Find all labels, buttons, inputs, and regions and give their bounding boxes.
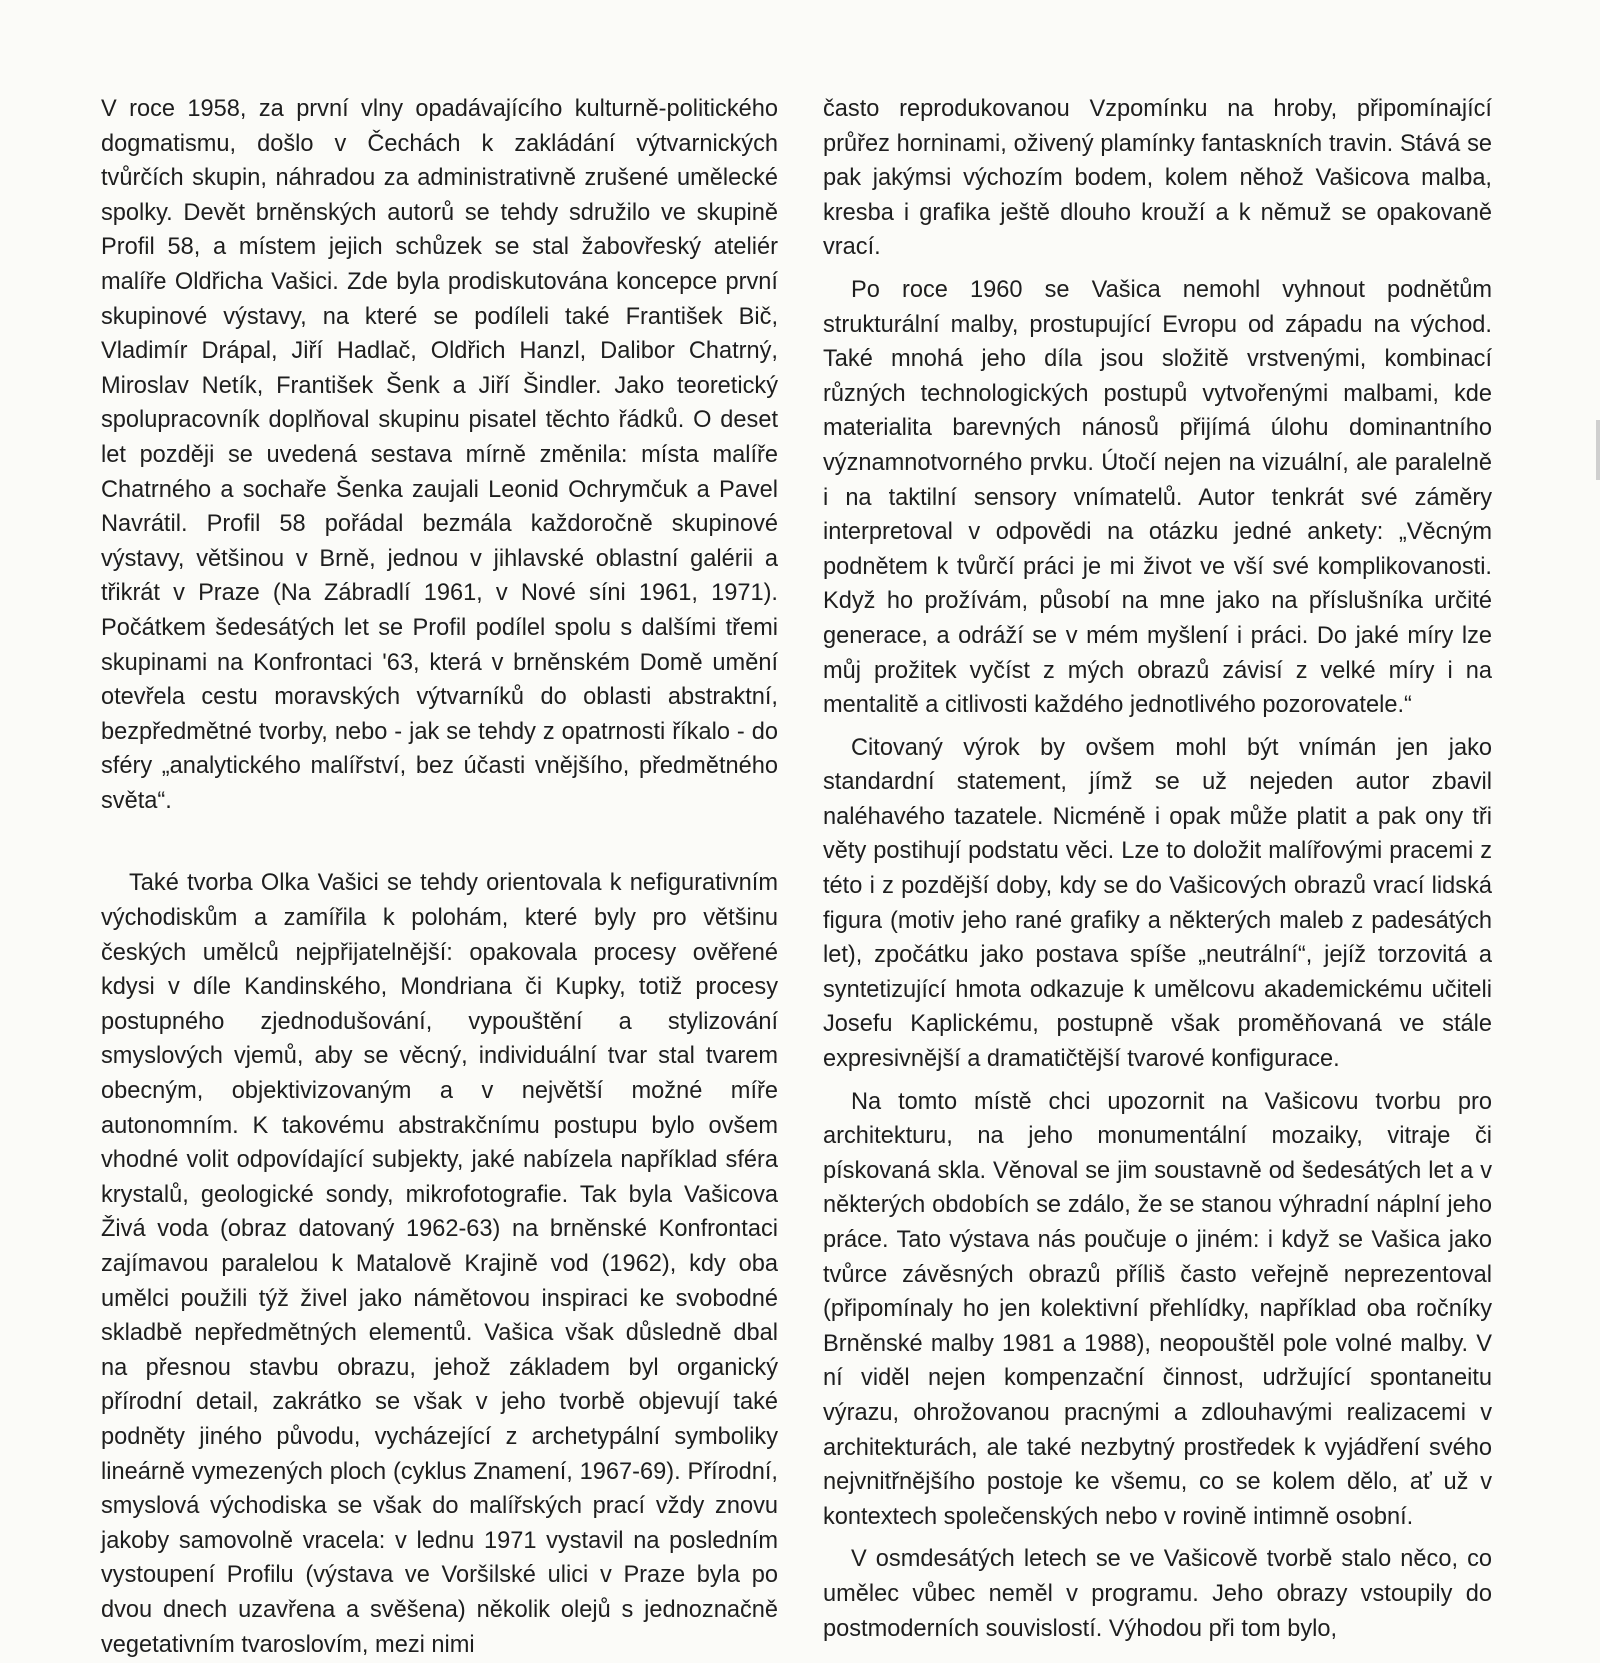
- paragraph-vasica-nonfigurative: Také tvorba Olka Vašici se tehdy orientovala k nefigurativním východiskům a zamířila k polohám, které byly pro většinu českých umělců nejpřijatelnější: opakovala procesy ověřené kdysi v díle Kandinského, Mondriana či Kupky, totiž procesy postupného zjednodušování, vypouštění a stylizování smyslových vjemů, aby se věcný, individuální tvar stal tvarem obecným, objektivizovaným a v největší možné míře autonomním. K takovému abstrakčnímu postupu bylo ovšem vhodné volit odpovídající subjekty, jaké nabízela například sféra krystalů, geologické sondy, mikrofotografie. Tak byla Vašicova Živá voda (obraz datovaný 1962-63) na brněnské Konfrontaci zajímavou paralelou k Matalově Krajině vod (1962), kdy oba umělci použili týž živel jako námětovou inspiraci ke svobodné skladbě nepředmětných elementů. Vašica však důsledně dbal na přesnou stavbu obrazu, jehož základem byl organický přírodní detail, zakrátko se však v jeho tvorbě objevují také podněty jiného původu, vycházející z archetypální symboliky lineárně vymezených ploch (cyklus Znamení, 1967-69). Přírodní, smyslová východiska se však do malířských prací vždy znovu jakoby samovolně vracela: v lednu 1971 vystavil na posledním vystoupení Profilu (výstava ve Voršilské ulici v Praze byla po dvou dnech uzavřena a svěšena) několik olejů s jednoznačně vegetativním tvaroslovím, mezi nimi: [101, 870, 778, 1658]
- paragraph-profil-58: V roce 1958, za první vlny opadávajícího kulturně-politického dogmatismu, došlo v Čechách k zakládání výtvarnických tvůrčích skupin, náhradou za administrativně zrušené umělecké spolky. Devět brněnských autorů se tehdy sdružilo ve skupině Profil 58, a místem jejich schůzek se stal žabovřeský ateliér malíře Oldřicha Vašici. Zde byla prodiskutována koncepce první skupinové výstavy, na které se podíleli také František Bič, Vladimír Drápal, Jiří Hadlač, Oldřich Hanzl, Dalibor Chatrný, Miroslav Netík, František Šenk a Jiří Šindler. Jako teoretický spolupracovník doplňoval skupinu pisatel těchto řádků. O deset let později se uvedená sestava mírně změnila: místa malíře Chatrného a sochaře Šenka zaujali Leonid Ochrymčuk a Pavel Navrátil. Profil 58 pořádal bezmála každoročně skupinové výstavy, většinou v Brně, jednou v jihlavské oblastní galérii a třikrát v Praze (Na Zábradlí 1961, v Nové síni 1961, 1971). Počátkem šedesátých let se Profil podílel spolu s dalšími třemi skupinami na Konfrontaci '63, která v brněnském Domě umění otevřela cestu moravských výtvarníků do oblasti abstraktní, bezpředmětné tvorby, nebo - jak se tehdy z opatrnosti říkalo - do sféry „analytického malířství, bez účasti vnějšího, předmětného světa“.: [101, 96, 778, 814]
- paragraph-structural-painting: Po roce 1960 se Vašica nemohl vyhnout podnětům strukturální malby, prostupující Evropu od západu na východ. Také mnohá jeho díla jsou složitě vrstvenými, kombinací různých technologických postupů vytvořenými malbami, kde materialita barevných nánosů přijímá úlohu dominantního významnotvorného prvku. Útočí nejen na vizuální, ale paralelně i na taktilní sensory vnímatelů. Autor tenkrát své záměry interpretoval v odpovědi na otázku jedné ankety: „Věcným podnětem k tvůrčí práci je mi život ve vší své komplikovanosti. Když ho prožívám, působí na mne jako na příslušníka určité generace, a odráží se v mém myšlení i práci. Do jaké míry lze můj prožitek vyčíst z mých obrazů závisí z velké míry i na mentalitě a citlivosti každého jednotlivého pozorovatele.“: [823, 276, 1492, 719]
- paragraph-vzpominka-na-hroby: často reprodukovanou Vzpomínku na hroby, připomínající průřez horninami, oživený plamínky fantaskních travin. Stává se pak jakýmsi výchozím bodem, kolem něhož Vašicova malba, kresba i grafika ještě dlouho krouží a k němuž se opakovaně vrací.: [823, 96, 1492, 261]
- left-column: [101, 92, 778, 1662]
- paragraph-cited-statement: Citovaný výrok by ovšem mohl být vnímán jen jako standardní statement, jímž se už nejeden autor zbavil naléhavého tazatele. Nicméně i opak může platit a pak ony tři věty postihují podstatu věci. Lze to doložit malířovými pracemi z této i z pozdější doby, kdy se do Vašicových obrazů vrací lidská figura (motiv jeho rané grafiky a některých maleb z padesátých let), zpočátku jako postava spíše „neutrální“, jejíž torzovitá a syntetizující hmota odkazuje k umělcovu akademickému učiteli Josefu Kaplickému, postupně však proměňovaná ve stále expresivnější a dramatičtější tvarové konfigurace.: [823, 734, 1492, 1073]
- paragraph-architecture-work: Na tomto místě chci upozornit na Vašicovu tvorbu pro architekturu, na jeho monumentální mozaiky, vitraje či pískovaná skla. Věnoval se jim soustavně od šedesátých let a v některých obdobích se zdálo, že se stanou výhradní náplní jeho práce. Tato výstava nás poučuje o jiném: i když se Vašica jako tvůrce závěsných obrazů příliš často veřejně neprezentoval (připomínaly ho jen kolektivní přehlídky, například oba ročníky Brněnské malby 1981 a 1988), neopouštěl pole volné malby. V ní viděl nejen kompenzační činnost, udržující spontaneitu výrazu, ohrožovanou pracnými a zdlouhavými realizacemi v architekturách, ale také nezbytný prostředek k vyjádření svého nejvnitřnějšího postoje ke všemu, co se kolem dělo, ať už v kontextech společenských nebo v rovině intimně osobní.: [823, 1088, 1492, 1530]
- right-column: [823, 92, 1492, 1646]
- scan-edge-mark: [1596, 420, 1600, 480]
- paragraph-eighties: V osmdesátých letech se ve Vašicově tvorbě stalo něco, co umělec vůbec neměl v programu. Jeho obrazy vstoupily do postmoderních souvislostí. Výhodou při tom bylo,: [823, 1546, 1492, 1642]
